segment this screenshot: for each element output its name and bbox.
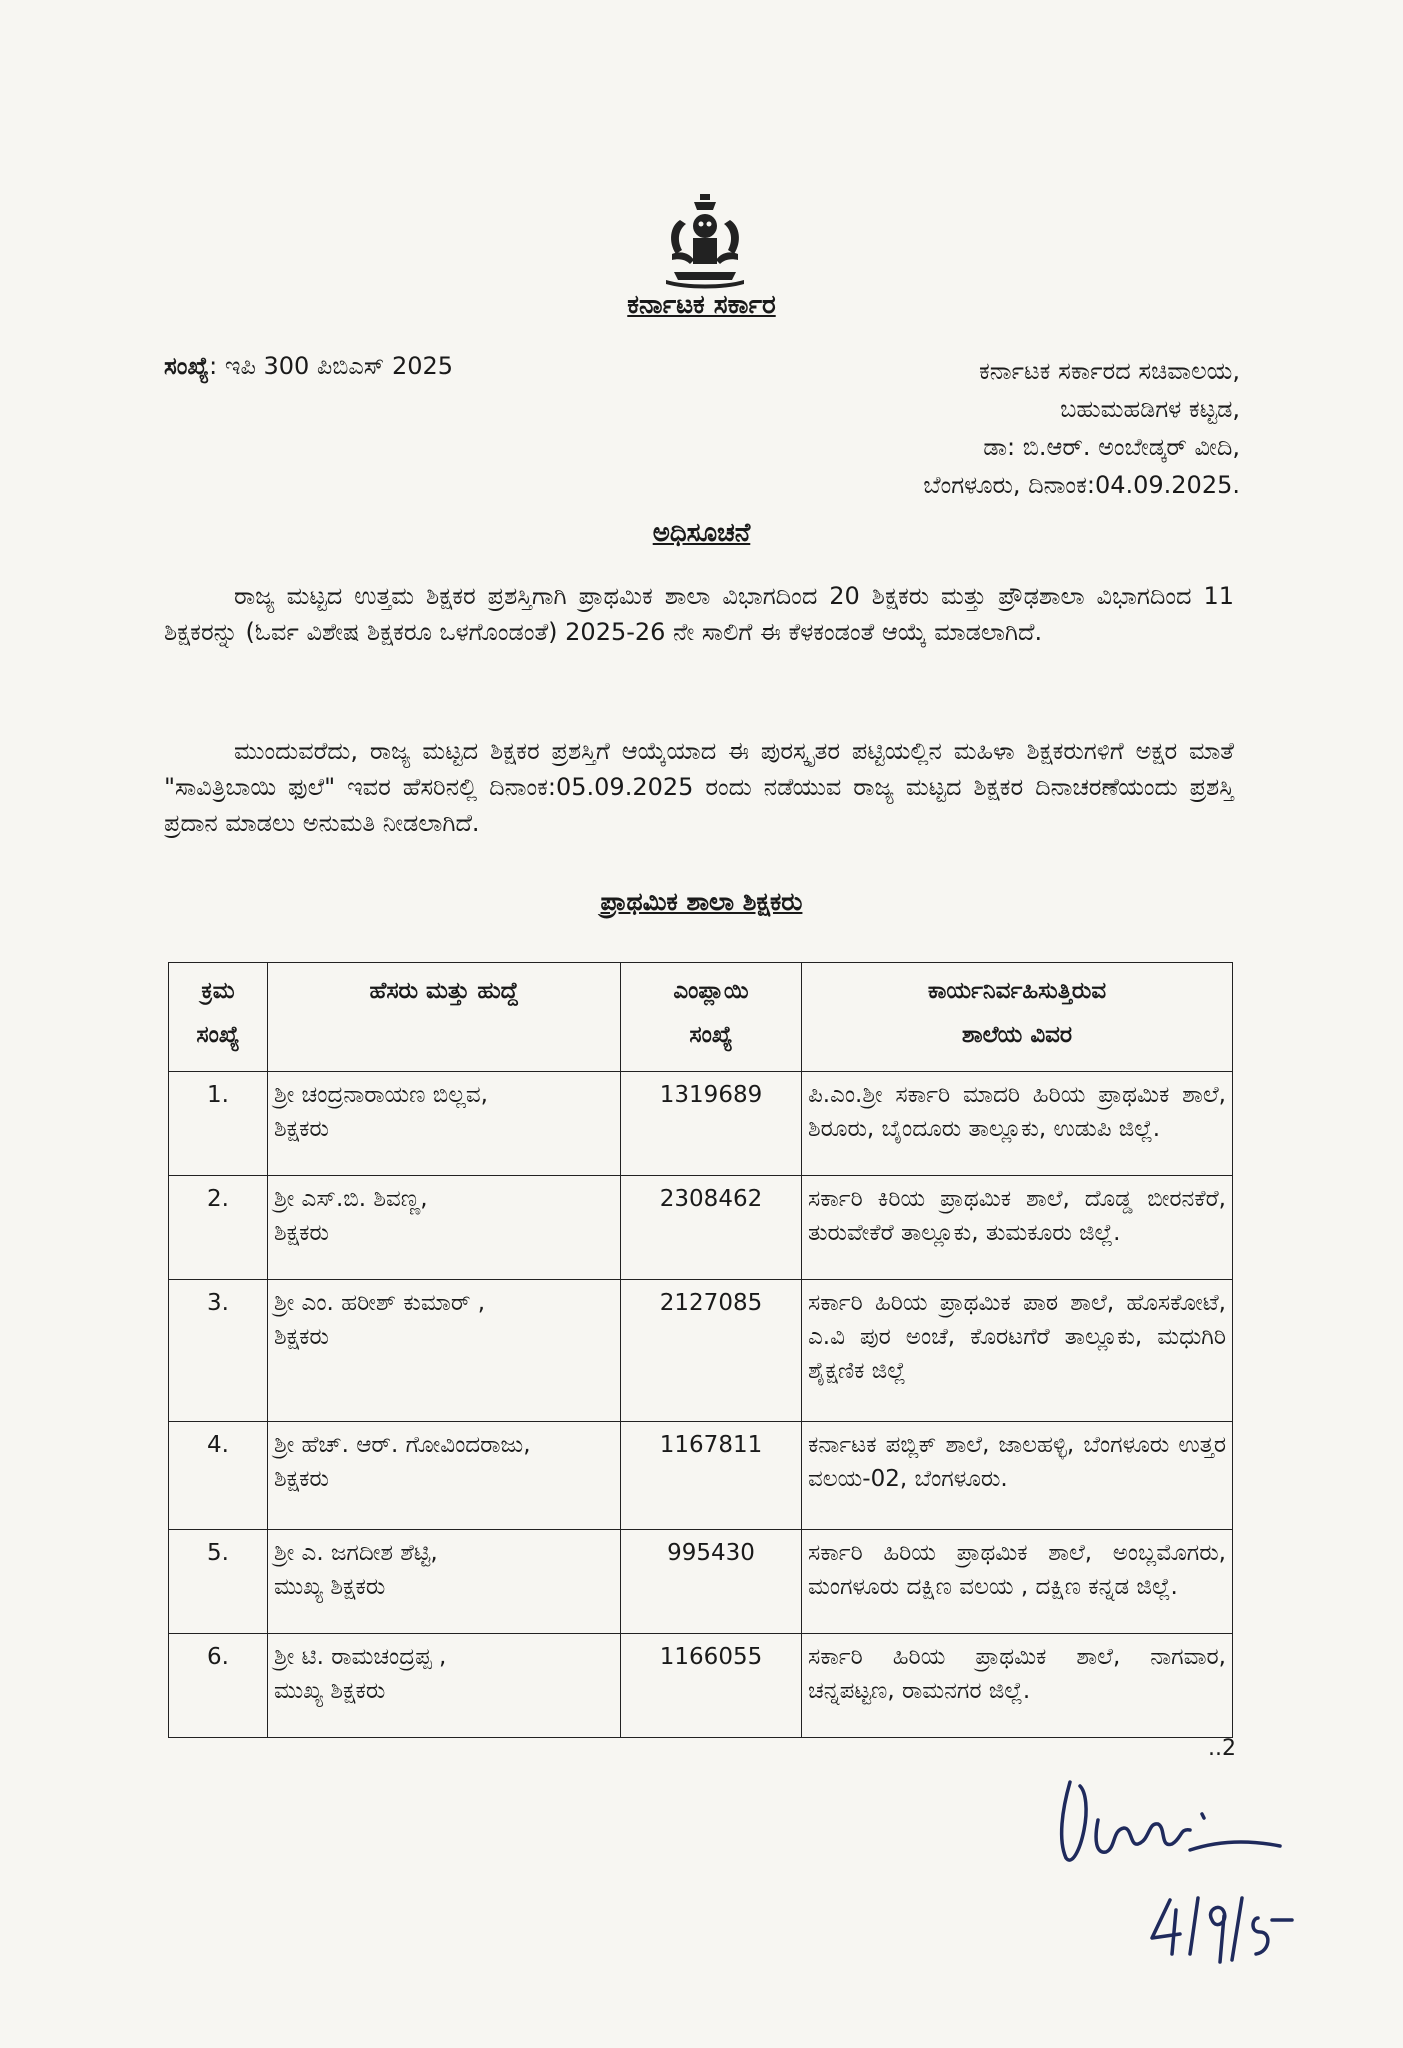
row-employee-id: 1319689 xyxy=(621,1072,802,1176)
row-name: ಶ್ರೀ ಎಸ್.ಬಿ. ಶಿವಣ್ಣ, ಶಿಕ್ಷಕರು xyxy=(268,1176,621,1280)
row-serial: 4. xyxy=(169,1422,268,1530)
row-school: ಕರ್ನಾಟಕ ಪಬ್ಲಿಕ್ ಶಾಲೆ, ಜಾಲಹಳ್ಳಿ, ಬೆಂಗಳೂರು ಉತ್ತರ ವಲಯ-02, ಬೆಂಗಳೂರು. xyxy=(802,1422,1233,1530)
page-indicator: ..2 xyxy=(1208,1736,1236,1761)
row-serial: 1. xyxy=(169,1072,268,1176)
row-school: ಸರ್ಕಾರಿ ಹಿರಿಯ ಪ್ರಾಥಮಿಕ ಶಾಲೆ, ನಾಗವಾರ, ಚನ್ನಪಟ್ಟಣ, ರಾಮನಗರ ಜಿಲ್ಲೆ. xyxy=(802,1634,1233,1738)
row-name: ಶ್ರೀ ಹೆಚ್. ಆರ್. ಗೋವಿಂದರಾಜು, ಶಿಕ್ಷಕರು xyxy=(268,1422,621,1530)
row-name: ಶ್ರೀ ಟಿ. ರಾಮಚಂದ್ರಪ್ಪ , ಮುಖ್ಯ ಶಿಕ್ಷಕರು xyxy=(268,1634,621,1738)
notification-paragraph-2: ಮುಂದುವರೆದು, ರಾಜ್ಯ ಮಟ್ಟದ ಶಿಕ್ಷಕರ ಪ್ರಶಸ್ತಿಗೆ ಆಯ್ಕೆಯಾದ ಈ ಪುರಸ್ಕೃತರ ಪಟ್ಟಿಯಲ್ಲಿನ ಮಹಿಳಾ ಶಿಕ್ಷಕರುಗಳಿಗೆ ಅಕ್ಷರ ಮಾತೆ "ಸಾವಿತ್ರಿಬಾಯಿ ಫುಲೆ" ಇವರ ಹೆಸರಿನಲ್ಲಿ ದಿನಾಂಕ:05.09.2025 ರಂದು ನಡೆಯುವ ರಾಜ್ಯ ಮಟ್ಟದ ಶಿಕ್ಷಕರ ದಿನಾಚರಣೆಯಂದು ಪ್ರಶಸ್ತಿ ಪ್ರದಾನ ಮಾಡಲು ಅನುಮತಿ ನೀಡಲಾಗಿದೆ. xyxy=(164,737,1234,837)
row-employee-id: 1166055 xyxy=(621,1634,802,1738)
row-employee-id: 1167811 xyxy=(621,1422,802,1530)
row-name: ಶ್ರೀ ಚಂದ್ರನಾರಾಯಣ ಬಿಲ್ಲವ, ಶಿಕ್ಷಕರು xyxy=(268,1072,621,1176)
row-serial: 3. xyxy=(169,1280,268,1422)
row-name: ಶ್ರೀ ಎ. ಜಗದೀಶ ಶೆಟ್ಟಿ, ಮುಖ್ಯ ಶಿಕ್ಷಕರು xyxy=(268,1530,621,1634)
table-row xyxy=(169,1072,1233,1176)
row-serial: 6. xyxy=(169,1634,268,1738)
notification-title: ಅಧಿಸೂಚನೆ xyxy=(652,518,751,548)
row-school: ಸರ್ಕಾರಿ ಹಿರಿಯ ಪ್ರಾಥಮಿಕ ಪಾಠ ಶಾಲೆ, ಹೊಸಕೋಟೆ, ಎ.ವಿ ಪುರ ಅಂಚೆ, ಕೊರಟಗೆರೆ ತಾಲ್ಲೂಕು, ಮಧುಗಿರಿ ಶೈಕ್ಷಣಿಕ ಜಿಲ್ಲೆ xyxy=(802,1280,1233,1422)
header-employee-id: ಎಂಪ್ಲಾಯಿ ಸಂಖ್ಯೆ xyxy=(621,963,802,1072)
table-header-row xyxy=(169,963,1233,1072)
table-row xyxy=(169,1280,1233,1422)
office-address xyxy=(800,352,1240,504)
karnataka-emblem-icon xyxy=(660,192,750,292)
row-school: ಸರ್ಕಾರಿ ಹಿರಿಯ ಪ್ರಾಥಮಿಕ ಶಾಲೆ, ಅಂಬ್ಲಮೊಗರು, ಮಂಗಳೂರು ದಕ್ಷಿಣ ವಲಯ , ದಕ್ಷಿಣ ಕನ್ನಡ ಜಿಲ್ಲೆ. xyxy=(802,1530,1233,1634)
row-school: ಸರ್ಕಾರಿ ಕಿರಿಯ ಪ್ರಾಥಮಿಕ ಶಾಲೆ, ದೊಡ್ಡ ಬೀರನಕೆರೆ, ತುರುವೇಕೆರೆ ತಾಲ್ಲೂಕು, ತುಮಕೂರು ಜಿಲ್ಲೆ. xyxy=(802,1176,1233,1280)
reference-label: ಸಂಖ್ಯೆ xyxy=(164,352,210,380)
header-name: ಹೆಸರು ಮತ್ತು ಹುದ್ದೆ xyxy=(268,963,621,1072)
table-row xyxy=(169,1422,1233,1530)
row-school: ಪಿ.ಎಂ.ಶ್ರೀ ಸರ್ಕಾರಿ ಮಾದರಿ ಹಿರಿಯ ಪ್ರಾಥಮಿಕ ಶಾಲೆ, ಶಿರೂರು, ಬೈಂದೂರು ತಾಲ್ಲೂಕು, ಉಡುಪಿ ಜಿಲ್ಲೆ. xyxy=(802,1072,1233,1176)
handwritten-signature xyxy=(1040,1770,1330,1970)
header-school: ಕಾರ್ಯನಿರ್ವಹಿಸುತ್ತಿರುವ ಶಾಲೆಯ ವಿವರ xyxy=(802,963,1233,1072)
header-serial: ಕ್ರಮ ಸಂಖ್ಯೆ xyxy=(169,963,268,1072)
row-serial: 5. xyxy=(169,1530,268,1634)
address-line: ಬಹುಮಹಡಿಗಳ ಕಟ್ಟಡ, xyxy=(1060,395,1240,423)
row-serial: 2. xyxy=(169,1176,268,1280)
table-row xyxy=(169,1530,1233,1634)
notification-paragraph-1: ರಾಜ್ಯ ಮಟ್ಟದ ಉತ್ತಮ ಶಿಕ್ಷಕರ ಪ್ರಶಸ್ತಿಗಾಗಿ ಪ್ರಾಥಮಿಕ ಶಾಲಾ ವಿಭಾಗದಿಂದ 20 ಶಿಕ್ಷಕರು ಮತ್ತು ಪ್ರೌಢಶಾಲಾ ವಿಭಾಗದಿಂದ 11 ಶಿಕ್ಷಕರನ್ನು (ಓರ್ವ ವಿಶೇಷ ಶಿಕ್ಷಕರೂ ಒಳಗೊಂಡಂತೆ) 2025-26 ನೇ ಸಾಲಿಗೆ ಈ ಕೆಳಕಂಡಂತೆ ಆಯ್ಕೆ ಮಾಡಲಾಗಿದೆ. xyxy=(164,582,1234,646)
address-line: ಕರ್ನಾಟಕ ಸರ್ಕಾರದ ಸಚಿವಾಲಯ, xyxy=(978,357,1240,385)
reference-value: : ಇಪಿ 300 ಪಿಬಿಎಸ್ 2025 xyxy=(209,352,454,380)
address-line: ಡಾ: ಬಿ.ಆರ್. ಅಂಬೇಡ್ಕರ್ ವೀದಿ, xyxy=(983,433,1240,461)
row-employee-id: 995430 xyxy=(621,1530,802,1634)
government-title: ಕರ್ನಾಟಕ ಸರ್ಕಾರ xyxy=(627,290,776,320)
address-line-date: ಬೆಂಗಳೂರು, ದಿನಾಂಕ:04.09.2025. xyxy=(923,471,1240,499)
table-row xyxy=(169,1176,1233,1280)
section-title: ಪ್ರಾಥಮಿಕ ಶಾಲಾ ಶಿಕ್ಷಕರು xyxy=(600,887,803,916)
row-employee-id: 2308462 xyxy=(621,1176,802,1280)
row-employee-id: 2127085 xyxy=(621,1280,802,1422)
table-row xyxy=(169,1634,1233,1738)
row-name: ಶ್ರೀ ಎಂ. ಹರೀಶ್ ಕುಮಾರ್ , ಶಿಕ್ಷಕರು xyxy=(268,1280,621,1422)
reference-number xyxy=(164,352,453,380)
teachers-table xyxy=(168,962,1233,1738)
